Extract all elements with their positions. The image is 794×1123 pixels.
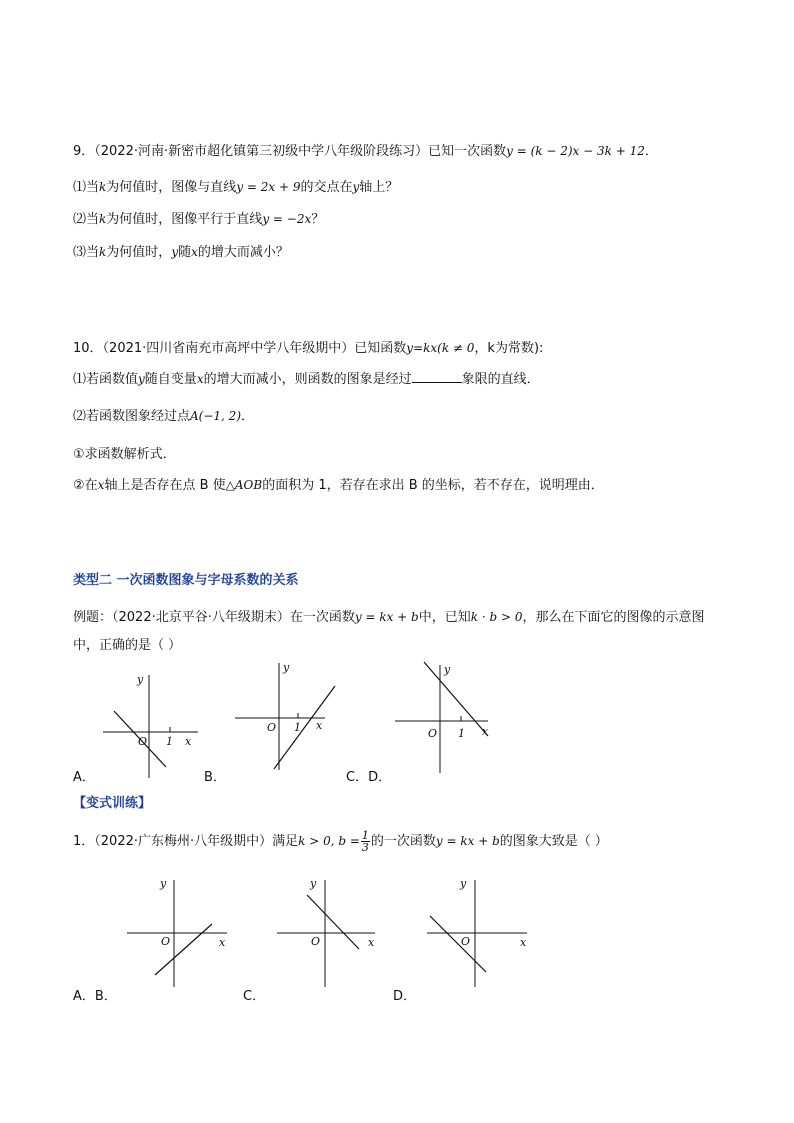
q9-head: 9．（2022·河南·新密市超化镇第三初级中学八年级阶段练习）已知一次函数 [73, 144, 507, 159]
q9-p1-k: k [99, 180, 107, 194]
option-a-label: A． [73, 770, 95, 785]
q9-part3 [73, 241, 289, 260]
q9-p3-text2: 为何值时， [106, 245, 172, 260]
q9-part2 [73, 208, 324, 227]
q10-p1-x: x [196, 372, 204, 386]
q9-stem [73, 140, 658, 159]
q10-p1-y: y [138, 372, 145, 386]
q9-p2-text: ⑵当 [73, 212, 100, 227]
answer-blank [412, 370, 462, 383]
q9-p2-text3: ？ [311, 212, 325, 227]
q9-p3-k: k [99, 245, 107, 259]
graph-b-y-label: y [283, 661, 290, 674]
q10-sub2-x: x [97, 478, 105, 492]
q9-part1 [73, 176, 398, 195]
graph-b-tick-label: 1 [294, 721, 301, 734]
variant-graph-d [422, 875, 542, 995]
q10-p1-text4: 象限的直线． [461, 372, 540, 387]
example-text2: 中，已知 [418, 610, 471, 625]
q10-sub2-text3: 的面积为 1，若存在求出 B 的坐标，若不存在，说明理由． [262, 478, 604, 493]
q10-p2-text2: ． [241, 409, 255, 424]
q10-p1-text2: 随自变量 [144, 372, 197, 387]
option-b-label: B． [204, 770, 226, 785]
graph-a-tick-label: 1 [166, 735, 173, 748]
graph-cd-x-label: x [482, 725, 489, 738]
variant-option-d-label: D． [393, 989, 417, 1004]
graph-cd-origin-label: O [428, 727, 438, 740]
q9-p2-k: k [99, 212, 107, 226]
q9-p1-text: ⑴当 [73, 180, 100, 195]
q9-p1-text4: 轴上？ [359, 180, 399, 195]
q10-sub2-text: ②在 [73, 478, 98, 493]
variant-q1-text3: 的图象大致是（ ） [499, 834, 608, 849]
q10-sub2-text2: 轴上是否存在点 B 使 [104, 478, 226, 493]
graph-d-y-label: y [460, 877, 467, 890]
graph-ab-y-label: y [160, 877, 167, 890]
q10-sub1 [73, 443, 176, 462]
graph-a-origin-label: O [138, 735, 148, 748]
q9-p3-text: ⑶当 [73, 245, 100, 260]
example-text3: ，那么在下面它的图像的示意图 [522, 610, 705, 625]
graph-d-x-label: x [520, 936, 527, 949]
q9-p2-line: y = −2x [262, 212, 312, 226]
example-text: 例题：（2022·北京平谷·八年级期末）在一次函数 [73, 610, 355, 625]
q10-p2-point: A(−1, 2) [190, 409, 241, 423]
q10-sub2 [73, 474, 604, 493]
q9-p1-y: y [352, 180, 360, 194]
q9-p3-y: y [171, 245, 179, 259]
variant-q1-text2: 的一次函数 [370, 834, 436, 849]
graph-cd-y-label: y [444, 663, 451, 676]
variant-heading: 【变式训练】 [73, 796, 152, 811]
fraction-numerator: 1 [361, 829, 369, 842]
q10-sub2-triangle: △AOB [225, 478, 263, 492]
q10-sub1-text: ①求函数解析式． [73, 447, 176, 462]
q9-p1-text3: 的交点在 [300, 180, 353, 195]
fraction-denominator: 3 [361, 841, 369, 854]
variant-option-ab-label: A．B． [73, 989, 117, 1004]
q10-p1-text: ⑴若函数值 [73, 372, 139, 387]
graph-ab-x-label: x [219, 936, 226, 949]
example-stem-line2: 中，正确的是（ ） [73, 638, 182, 653]
q9-p3-text4: 的增大而减小？ [197, 245, 289, 260]
q10-part1 [73, 368, 540, 387]
graph-b-x-label: x [316, 719, 323, 732]
variant-option-c-label: C． [243, 989, 266, 1004]
graph-b-origin-label: O [267, 721, 277, 734]
variant-graph-c [272, 875, 392, 995]
q9-p1-text2: 为何值时，图像与直线 [106, 180, 237, 195]
variant-q1-stem [73, 830, 608, 853]
q9-end: ． [644, 144, 658, 159]
q10-formula: y=kx [406, 341, 438, 355]
option-cd-label: C．D． [346, 770, 392, 785]
variant-graph-ab [122, 875, 242, 995]
q10-head: 10．（2021·四川省南充市高坪中学八年级期中）已知函数 [73, 341, 407, 356]
variant-q1-text: 1．（2022·广东梅州·八年级期中）满足 [73, 834, 299, 849]
q10-p2-text: ⑵若函数图象经过点 [73, 409, 191, 424]
graph-a-x-label: x [185, 735, 192, 748]
graph-d-origin-label: O [461, 935, 471, 948]
q10-p1-text3: 的增大而减小，则函数的图象是经过 [203, 372, 412, 387]
variant-q1-formula: y = kx + b [435, 834, 500, 848]
example-stem [73, 606, 704, 625]
q10-cond: (k ≠ 0 [437, 341, 475, 355]
q9-formula: y = (k − 2)x − 3k + 12 [506, 144, 645, 158]
graph-cd-tick-label: 1 [458, 727, 465, 740]
graph-a-y-label: y [137, 673, 144, 686]
fraction-one-third [361, 830, 370, 853]
example-graph-a [98, 663, 208, 783]
variant-q1-condition: k > 0, b = [298, 834, 360, 848]
graph-c-y-label: y [310, 877, 317, 890]
example-graph-b [230, 655, 340, 775]
section-heading: 类型二 一次函数图象与字母系数的关系 [73, 573, 299, 588]
q10-tail: ，k为常数): [474, 341, 544, 356]
q9-p2-text2: 为何值时，图像平行于直线 [106, 212, 263, 227]
graph-c-x-label: x [368, 936, 375, 949]
q10-part2 [73, 405, 254, 424]
q10-stem [73, 337, 543, 356]
graph-c-origin-label: O [311, 935, 321, 948]
graph-ab-origin-label: O [161, 935, 171, 948]
example-graph-cd [390, 658, 500, 778]
q9-p3-text3: 随 [178, 245, 192, 260]
q9-p1-line: y = 2x + 9 [236, 180, 301, 194]
q9-p3-x: x [191, 245, 198, 259]
example-condition: k · b > 0 [470, 610, 523, 624]
example-formula: y = kx + b [354, 610, 419, 624]
